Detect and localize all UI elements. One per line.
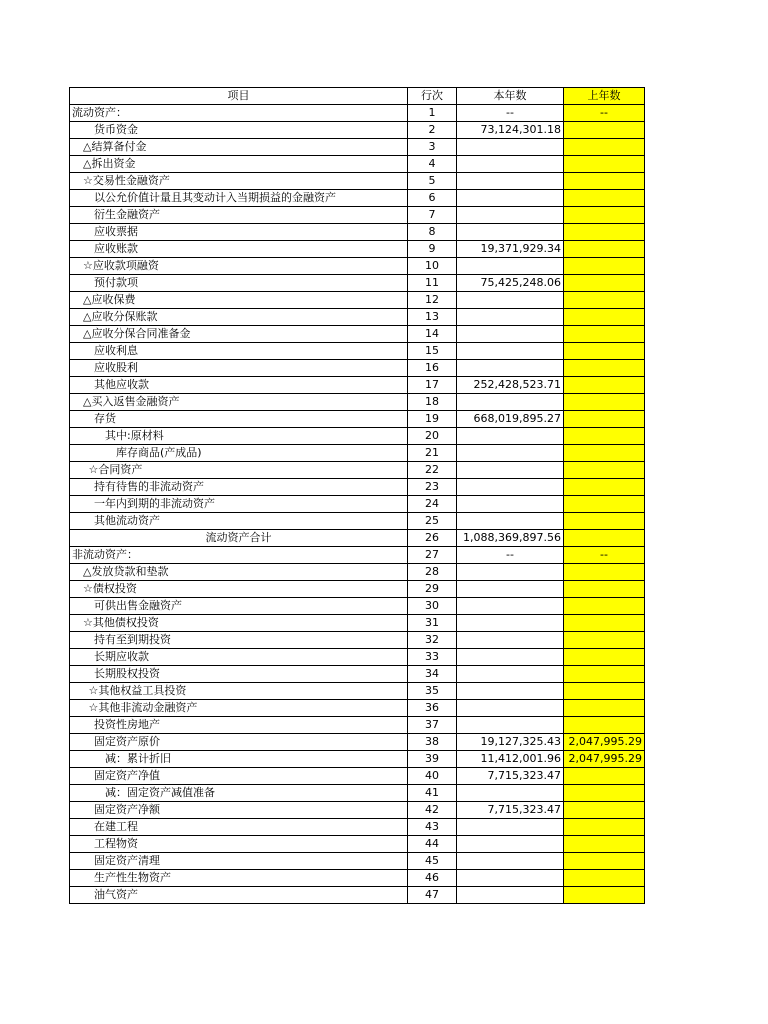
- row-line-number[interactable]: 5: [408, 173, 457, 190]
- row-current-year-value[interactable]: [457, 666, 564, 683]
- table-row: [70, 496, 645, 513]
- row-line-number[interactable]: 33: [408, 649, 457, 666]
- row-current-year-value[interactable]: [457, 870, 564, 887]
- row-current-year-value[interactable]: [457, 513, 564, 530]
- row-current-year-value[interactable]: [457, 598, 564, 615]
- row-item-name[interactable]: 在建工程: [70, 819, 408, 836]
- row-line-number[interactable]: 37: [408, 717, 457, 734]
- row-line-number[interactable]: 35: [408, 683, 457, 700]
- row-line-number[interactable]: 21: [408, 445, 457, 462]
- table-row: [70, 343, 645, 360]
- table-row: [70, 615, 645, 632]
- row-current-year-value[interactable]: [457, 717, 564, 734]
- row-current-year-value[interactable]: [457, 683, 564, 700]
- row-line-number[interactable]: 2: [408, 122, 457, 139]
- row-line-number[interactable]: 7: [408, 207, 457, 224]
- row-prior-year-value[interactable]: [564, 598, 645, 615]
- row-prior-year-value[interactable]: [564, 683, 645, 700]
- row-item-name[interactable]: 流动资产合计: [70, 530, 408, 547]
- table-row: [70, 411, 645, 428]
- row-prior-year-value[interactable]: --: [564, 105, 645, 122]
- row-item-name[interactable]: 减：固定资产减值准备: [70, 785, 408, 802]
- row-current-year-value[interactable]: [457, 564, 564, 581]
- balance-sheet-table: [69, 87, 645, 904]
- row-item-name[interactable]: 货币资金: [70, 122, 408, 139]
- row-item-name[interactable]: 固定资产净值: [70, 768, 408, 785]
- row-prior-year-value[interactable]: [564, 394, 645, 411]
- row-line-number[interactable]: 27: [408, 547, 457, 564]
- table-row: [70, 377, 645, 394]
- table-row: [70, 360, 645, 377]
- table-row: [70, 581, 645, 598]
- row-line-number[interactable]: 18: [408, 394, 457, 411]
- row-prior-year-value[interactable]: 2,047,995.29: [564, 734, 645, 751]
- row-current-year-value[interactable]: [457, 632, 564, 649]
- table-row: [70, 275, 645, 292]
- row-prior-year-value[interactable]: [564, 496, 645, 513]
- row-item-name[interactable]: △发放贷款和垫款: [70, 564, 408, 581]
- row-current-year-value[interactable]: [457, 479, 564, 496]
- row-prior-year-value[interactable]: [564, 156, 645, 173]
- row-line-number[interactable]: 6: [408, 190, 457, 207]
- table-row: [70, 173, 645, 190]
- row-prior-year-value[interactable]: [564, 360, 645, 377]
- row-item-name[interactable]: 库存商品(产成品): [70, 445, 408, 462]
- row-prior-year-value[interactable]: [564, 632, 645, 649]
- table-body: [70, 105, 645, 904]
- row-prior-year-value[interactable]: [564, 326, 645, 343]
- row-line-number[interactable]: 20: [408, 428, 457, 445]
- row-prior-year-value[interactable]: [564, 768, 645, 785]
- row-item-name[interactable]: 生产性生物资产: [70, 870, 408, 887]
- row-current-year-value[interactable]: [457, 343, 564, 360]
- row-item-name[interactable]: ☆其他非流动金融资产: [70, 700, 408, 717]
- row-prior-year-value[interactable]: [564, 377, 645, 394]
- row-item-name[interactable]: △应收保费: [70, 292, 408, 309]
- table-row: [70, 462, 645, 479]
- row-line-number[interactable]: 19: [408, 411, 457, 428]
- row-current-year-value[interactable]: 19,371,929.34: [457, 241, 564, 258]
- row-line-number[interactable]: 13: [408, 309, 457, 326]
- row-current-year-value[interactable]: [457, 326, 564, 343]
- table-row: [70, 445, 645, 462]
- row-item-name[interactable]: △买入返售金融资产: [70, 394, 408, 411]
- row-prior-year-value[interactable]: [564, 819, 645, 836]
- row-current-year-value[interactable]: [457, 156, 564, 173]
- row-prior-year-value[interactable]: [564, 870, 645, 887]
- row-current-year-value[interactable]: --: [457, 105, 564, 122]
- row-item-name[interactable]: △结算备付金: [70, 139, 408, 156]
- row-item-name[interactable]: 其他流动资产: [70, 513, 408, 530]
- row-item-name[interactable]: 油气资产: [70, 887, 408, 904]
- row-line-number[interactable]: 38: [408, 734, 457, 751]
- table-row: [70, 666, 645, 683]
- table-row: [70, 836, 645, 853]
- row-line-number[interactable]: 24: [408, 496, 457, 513]
- row-current-year-value[interactable]: [457, 462, 564, 479]
- table-row: [70, 326, 645, 343]
- row-current-year-value[interactable]: [457, 292, 564, 309]
- row-item-name[interactable]: 其他应收款: [70, 377, 408, 394]
- row-prior-year-value[interactable]: [564, 479, 645, 496]
- row-item-name[interactable]: 固定资产清理: [70, 853, 408, 870]
- row-prior-year-value[interactable]: [564, 122, 645, 139]
- table-row: [70, 700, 645, 717]
- row-item-name[interactable]: 持有待售的非流动资产: [70, 479, 408, 496]
- row-current-year-value[interactable]: [457, 445, 564, 462]
- row-item-name[interactable]: 可供出售金融资产: [70, 598, 408, 615]
- row-prior-year-value[interactable]: [564, 802, 645, 819]
- row-item-name[interactable]: △应收分保合同准备金: [70, 326, 408, 343]
- table-row: [70, 632, 645, 649]
- row-prior-year-value[interactable]: [564, 785, 645, 802]
- row-current-year-value[interactable]: [457, 428, 564, 445]
- row-current-year-value[interactable]: [457, 853, 564, 870]
- row-current-year-value[interactable]: --: [457, 547, 564, 564]
- row-item-name[interactable]: 以公允价值计量且其变动计入当期损益的金融资产: [70, 190, 408, 207]
- row-prior-year-value[interactable]: 2,047,995.29: [564, 751, 645, 768]
- table-row: [70, 479, 645, 496]
- row-prior-year-value[interactable]: [564, 513, 645, 530]
- row-prior-year-value[interactable]: [564, 224, 645, 241]
- row-item-name[interactable]: 流动资产：: [70, 105, 408, 122]
- header-row: [70, 88, 645, 105]
- row-current-year-value[interactable]: 668,019,895.27: [457, 411, 564, 428]
- row-line-number[interactable]: 23: [408, 479, 457, 496]
- table-row: [70, 258, 645, 275]
- header-item[interactable]: 项目: [70, 88, 408, 105]
- row-current-year-value[interactable]: [457, 785, 564, 802]
- row-current-year-value[interactable]: 7,715,323.47: [457, 768, 564, 785]
- row-item-name[interactable]: ☆其他权益工具投资: [70, 683, 408, 700]
- row-line-number[interactable]: 42: [408, 802, 457, 819]
- row-current-year-value[interactable]: [457, 649, 564, 666]
- row-item-name[interactable]: 应收股利: [70, 360, 408, 377]
- table-row: [70, 513, 645, 530]
- row-current-year-value[interactable]: [457, 836, 564, 853]
- row-line-number[interactable]: 12: [408, 292, 457, 309]
- row-item-name[interactable]: ☆应收款项融资: [70, 258, 408, 275]
- row-prior-year-value[interactable]: [564, 139, 645, 156]
- row-line-number[interactable]: 11: [408, 275, 457, 292]
- row-line-number[interactable]: 40: [408, 768, 457, 785]
- table-row: [70, 428, 645, 445]
- row-item-name[interactable]: 应收利息: [70, 343, 408, 360]
- row-item-name[interactable]: 投资性房地产: [70, 717, 408, 734]
- row-line-number[interactable]: 1: [408, 105, 457, 122]
- row-item-name[interactable]: ☆其他债权投资: [70, 615, 408, 632]
- row-prior-year-value[interactable]: [564, 428, 645, 445]
- row-item-name[interactable]: 固定资产净额: [70, 802, 408, 819]
- row-current-year-value[interactable]: [457, 615, 564, 632]
- row-line-number[interactable]: 17: [408, 377, 457, 394]
- row-line-number[interactable]: 22: [408, 462, 457, 479]
- row-item-name[interactable]: △应收分保账款: [70, 309, 408, 326]
- row-line-number[interactable]: 47: [408, 887, 457, 904]
- row-prior-year-value[interactable]: [564, 649, 645, 666]
- table-row: [70, 802, 645, 819]
- row-current-year-value[interactable]: [457, 173, 564, 190]
- row-current-year-value[interactable]: 73,124,301.18: [457, 122, 564, 139]
- row-prior-year-value[interactable]: [564, 275, 645, 292]
- row-current-year-value[interactable]: [457, 258, 564, 275]
- row-line-number[interactable]: 15: [408, 343, 457, 360]
- table-row: [70, 292, 645, 309]
- row-prior-year-value[interactable]: [564, 717, 645, 734]
- row-current-year-value[interactable]: 75,425,248.06: [457, 275, 564, 292]
- row-line-number[interactable]: 14: [408, 326, 457, 343]
- row-current-year-value[interactable]: [457, 309, 564, 326]
- row-item-name[interactable]: 固定资产原价: [70, 734, 408, 751]
- row-prior-year-value[interactable]: [564, 190, 645, 207]
- row-item-name[interactable]: 持有至到期投资: [70, 632, 408, 649]
- row-current-year-value[interactable]: [457, 360, 564, 377]
- row-current-year-value[interactable]: [457, 819, 564, 836]
- row-current-year-value[interactable]: 1,088,369,897.56: [457, 530, 564, 547]
- row-item-name[interactable]: 非流动资产：: [70, 547, 408, 564]
- table-row: [70, 819, 645, 836]
- table-row: [70, 853, 645, 870]
- row-line-number[interactable]: 39: [408, 751, 457, 768]
- row-line-number[interactable]: 25: [408, 513, 457, 530]
- row-item-name[interactable]: △拆出资金: [70, 156, 408, 173]
- table-row: [70, 598, 645, 615]
- table-row: [70, 224, 645, 241]
- table-row: [70, 207, 645, 224]
- header-line[interactable]: 行次: [408, 88, 457, 105]
- row-item-name[interactable]: 长期应收款: [70, 649, 408, 666]
- row-item-name[interactable]: ☆债权投资: [70, 581, 408, 598]
- row-line-number[interactable]: 16: [408, 360, 457, 377]
- row-item-name[interactable]: 应收票据: [70, 224, 408, 241]
- row-current-year-value[interactable]: [457, 224, 564, 241]
- row-line-number[interactable]: 8: [408, 224, 457, 241]
- row-prior-year-value[interactable]: [564, 581, 645, 598]
- row-line-number[interactable]: 10: [408, 258, 457, 275]
- row-current-year-value[interactable]: [457, 190, 564, 207]
- row-prior-year-value[interactable]: [564, 615, 645, 632]
- header-current-year[interactable]: 本年数: [457, 88, 564, 105]
- row-item-name[interactable]: 衍生金融资产: [70, 207, 408, 224]
- row-current-year-value[interactable]: [457, 581, 564, 598]
- table-row: [70, 105, 645, 122]
- row-current-year-value[interactable]: 11,412,001.96: [457, 751, 564, 768]
- row-prior-year-value[interactable]: --: [564, 547, 645, 564]
- row-line-number[interactable]: 34: [408, 666, 457, 683]
- row-item-name[interactable]: 一年内到期的非流动资产: [70, 496, 408, 513]
- row-line-number[interactable]: 26: [408, 530, 457, 547]
- table-row: [70, 309, 645, 326]
- row-prior-year-value[interactable]: [564, 564, 645, 581]
- row-line-number[interactable]: 31: [408, 615, 457, 632]
- table-row: [70, 241, 645, 258]
- row-prior-year-value[interactable]: [564, 173, 645, 190]
- row-prior-year-value[interactable]: [564, 836, 645, 853]
- table-row: [70, 394, 645, 411]
- row-line-number[interactable]: 45: [408, 853, 457, 870]
- row-prior-year-value[interactable]: [564, 207, 645, 224]
- table-row: [70, 564, 645, 581]
- table-row: [70, 768, 645, 785]
- row-current-year-value[interactable]: 252,428,523.71: [457, 377, 564, 394]
- row-current-year-value[interactable]: [457, 207, 564, 224]
- row-prior-year-value[interactable]: [564, 530, 645, 547]
- header-prior-year[interactable]: 上年数: [564, 88, 645, 105]
- row-line-number[interactable]: 46: [408, 870, 457, 887]
- table-row: [70, 870, 645, 887]
- table-row: [70, 717, 645, 734]
- row-line-number[interactable]: 36: [408, 700, 457, 717]
- row-prior-year-value[interactable]: [564, 309, 645, 326]
- row-item-name[interactable]: ☆交易性金融资产: [70, 173, 408, 190]
- row-current-year-value[interactable]: [457, 496, 564, 513]
- table-row: [70, 887, 645, 904]
- table-row: [70, 649, 645, 666]
- table-row: [70, 683, 645, 700]
- row-item-name[interactable]: 减：累计折旧: [70, 751, 408, 768]
- row-current-year-value[interactable]: [457, 394, 564, 411]
- table-row: [70, 139, 645, 156]
- table-row: [70, 190, 645, 207]
- table-row: [70, 547, 645, 564]
- row-line-number[interactable]: 28: [408, 564, 457, 581]
- row-line-number[interactable]: 9: [408, 241, 457, 258]
- row-line-number[interactable]: 41: [408, 785, 457, 802]
- row-prior-year-value[interactable]: [564, 445, 645, 462]
- row-line-number[interactable]: 3: [408, 139, 457, 156]
- table-row: [70, 156, 645, 173]
- row-line-number[interactable]: 43: [408, 819, 457, 836]
- row-prior-year-value[interactable]: [564, 241, 645, 258]
- row-line-number[interactable]: 29: [408, 581, 457, 598]
- row-line-number[interactable]: 4: [408, 156, 457, 173]
- row-item-name[interactable]: 存货: [70, 411, 408, 428]
- row-prior-year-value[interactable]: [564, 853, 645, 870]
- row-current-year-value[interactable]: [457, 700, 564, 717]
- row-prior-year-value[interactable]: [564, 887, 645, 904]
- row-prior-year-value[interactable]: [564, 666, 645, 683]
- table-row: [70, 785, 645, 802]
- row-prior-year-value[interactable]: [564, 292, 645, 309]
- row-item-name[interactable]: 预付款项: [70, 275, 408, 292]
- row-current-year-value[interactable]: 19,127,325.43: [457, 734, 564, 751]
- row-prior-year-value[interactable]: [564, 462, 645, 479]
- table-row: [70, 530, 645, 547]
- row-prior-year-value[interactable]: [564, 411, 645, 428]
- row-item-name[interactable]: 长期股权投资: [70, 666, 408, 683]
- row-item-name[interactable]: 其中:原材料: [70, 428, 408, 445]
- row-item-name[interactable]: 应收账款: [70, 241, 408, 258]
- row-prior-year-value[interactable]: [564, 343, 645, 360]
- row-current-year-value[interactable]: [457, 887, 564, 904]
- table-row: [70, 751, 645, 768]
- row-line-number[interactable]: 32: [408, 632, 457, 649]
- row-current-year-value[interactable]: 7,715,323.47: [457, 802, 564, 819]
- row-item-name[interactable]: ☆合同资产: [70, 462, 408, 479]
- table-row: [70, 734, 645, 751]
- row-line-number[interactable]: 30: [408, 598, 457, 615]
- row-current-year-value[interactable]: [457, 139, 564, 156]
- row-prior-year-value[interactable]: [564, 700, 645, 717]
- table-row: [70, 122, 645, 139]
- row-line-number[interactable]: 44: [408, 836, 457, 853]
- row-prior-year-value[interactable]: [564, 258, 645, 275]
- row-item-name[interactable]: 工程物资: [70, 836, 408, 853]
